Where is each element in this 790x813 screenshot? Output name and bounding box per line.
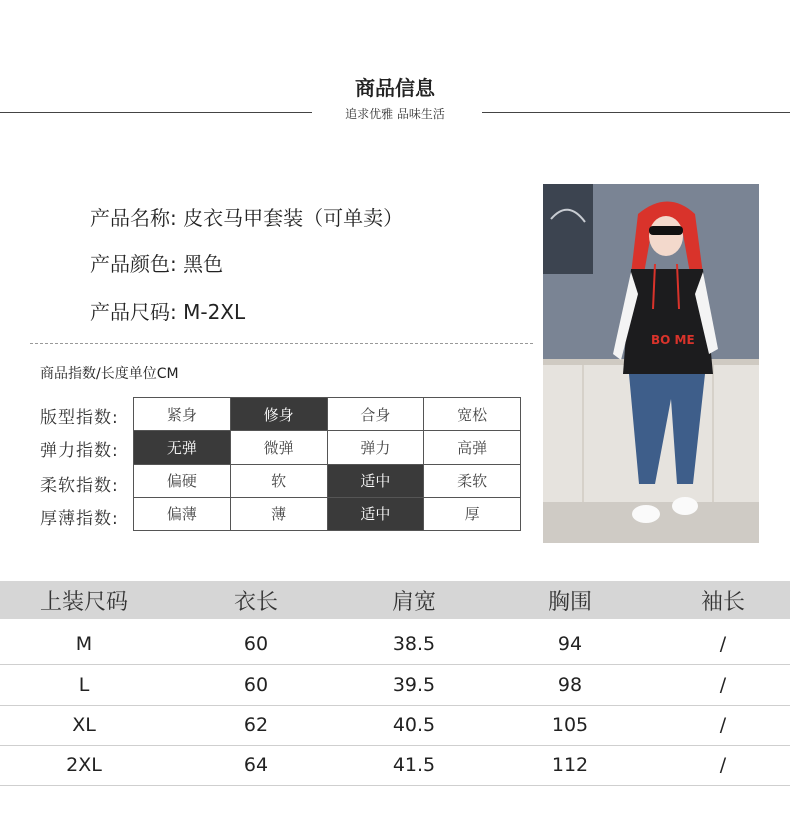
size-cell: 105 [551, 714, 589, 736]
index-grid [133, 397, 521, 531]
size-cell: 40.5 [392, 714, 436, 736]
index-cell: 厚 [424, 497, 521, 530]
size-cell: / [719, 714, 727, 736]
product-color-label: 产品颜色: [90, 252, 177, 276]
index-row-softness [134, 464, 521, 497]
product-name-label: 产品名称: [90, 206, 177, 230]
size-cell: XL [72, 714, 96, 736]
product-color-value: 黑色 [183, 252, 224, 276]
size-cell: 41.5 [392, 754, 436, 776]
index-cell: 偏硬 [134, 464, 231, 497]
size-header-cell: 衣长 [233, 589, 278, 615]
index-cell: 微弹 [230, 431, 327, 464]
index-cell: 软 [230, 464, 327, 497]
index-cell: 宽松 [424, 398, 521, 431]
product-name-row [90, 202, 403, 231]
size-table-header [0, 581, 790, 619]
index-cell: 修身 [230, 398, 327, 431]
size-cell: 2XL [66, 754, 102, 776]
size-header-cell: 肩宽 [391, 589, 436, 615]
size-cell: 60 [243, 674, 269, 696]
index-cell: 适中 [327, 464, 424, 497]
table-row [0, 705, 790, 746]
index-row-fit [134, 398, 521, 431]
section-title: 商品信息 [355, 76, 435, 100]
dashed-divider [30, 343, 533, 344]
index-cell: 紧身 [134, 398, 231, 431]
size-cell: 38.5 [392, 633, 436, 655]
index-label-softness: 柔软指数: [40, 476, 119, 496]
index-cell: 合身 [327, 398, 424, 431]
index-cell: 高弹 [424, 431, 521, 464]
size-cell: 64 [243, 754, 269, 776]
index-label-elasticity: 弹力指数: [40, 441, 119, 461]
index-label-fit: 版型指数: [40, 408, 119, 428]
table-row [0, 745, 790, 786]
size-cell: 112 [551, 754, 589, 776]
table-row [0, 624, 790, 665]
size-header-cell: 胸围 [547, 589, 592, 615]
jacket-print-text: BO ME [651, 333, 695, 347]
product-color-row [90, 248, 223, 277]
size-cell: 62 [243, 714, 269, 736]
index-cell: 弹力 [327, 431, 424, 464]
size-cell: M [75, 633, 93, 655]
product-size-label: 产品尺码: [90, 300, 177, 324]
size-header-cell: 上装尺码 [39, 589, 128, 615]
index-cell: 薄 [230, 497, 327, 530]
index-cell: 柔软 [424, 464, 521, 497]
product-photo [543, 184, 759, 543]
size-cell: L [78, 674, 90, 696]
product-size-value: M-2XL [183, 300, 246, 324]
product-size-row [90, 296, 245, 325]
size-cell: / [719, 633, 727, 655]
index-title: 商品指数/长度单位CM [40, 366, 179, 382]
size-header-cell: 袖长 [700, 589, 745, 615]
index-cell: 偏薄 [134, 497, 231, 530]
model-illustration [543, 184, 759, 543]
size-cell: 60 [243, 633, 269, 655]
size-cell: / [719, 674, 727, 696]
index-cell: 适中 [327, 497, 424, 530]
size-cell: / [719, 754, 727, 776]
index-row-thickness [134, 497, 521, 530]
index-cell: 无弹 [134, 431, 231, 464]
index-row-elasticity [134, 431, 521, 464]
size-cell: 94 [557, 633, 583, 655]
product-name-value: 皮衣马甲套装（可单卖） [183, 206, 404, 230]
size-cell: 39.5 [392, 674, 436, 696]
table-row [0, 665, 790, 706]
size-cell: 98 [557, 674, 583, 696]
index-label-thickness: 厚薄指数: [40, 509, 119, 529]
section-subtitle: 追求优雅 品味生活 [345, 107, 445, 121]
